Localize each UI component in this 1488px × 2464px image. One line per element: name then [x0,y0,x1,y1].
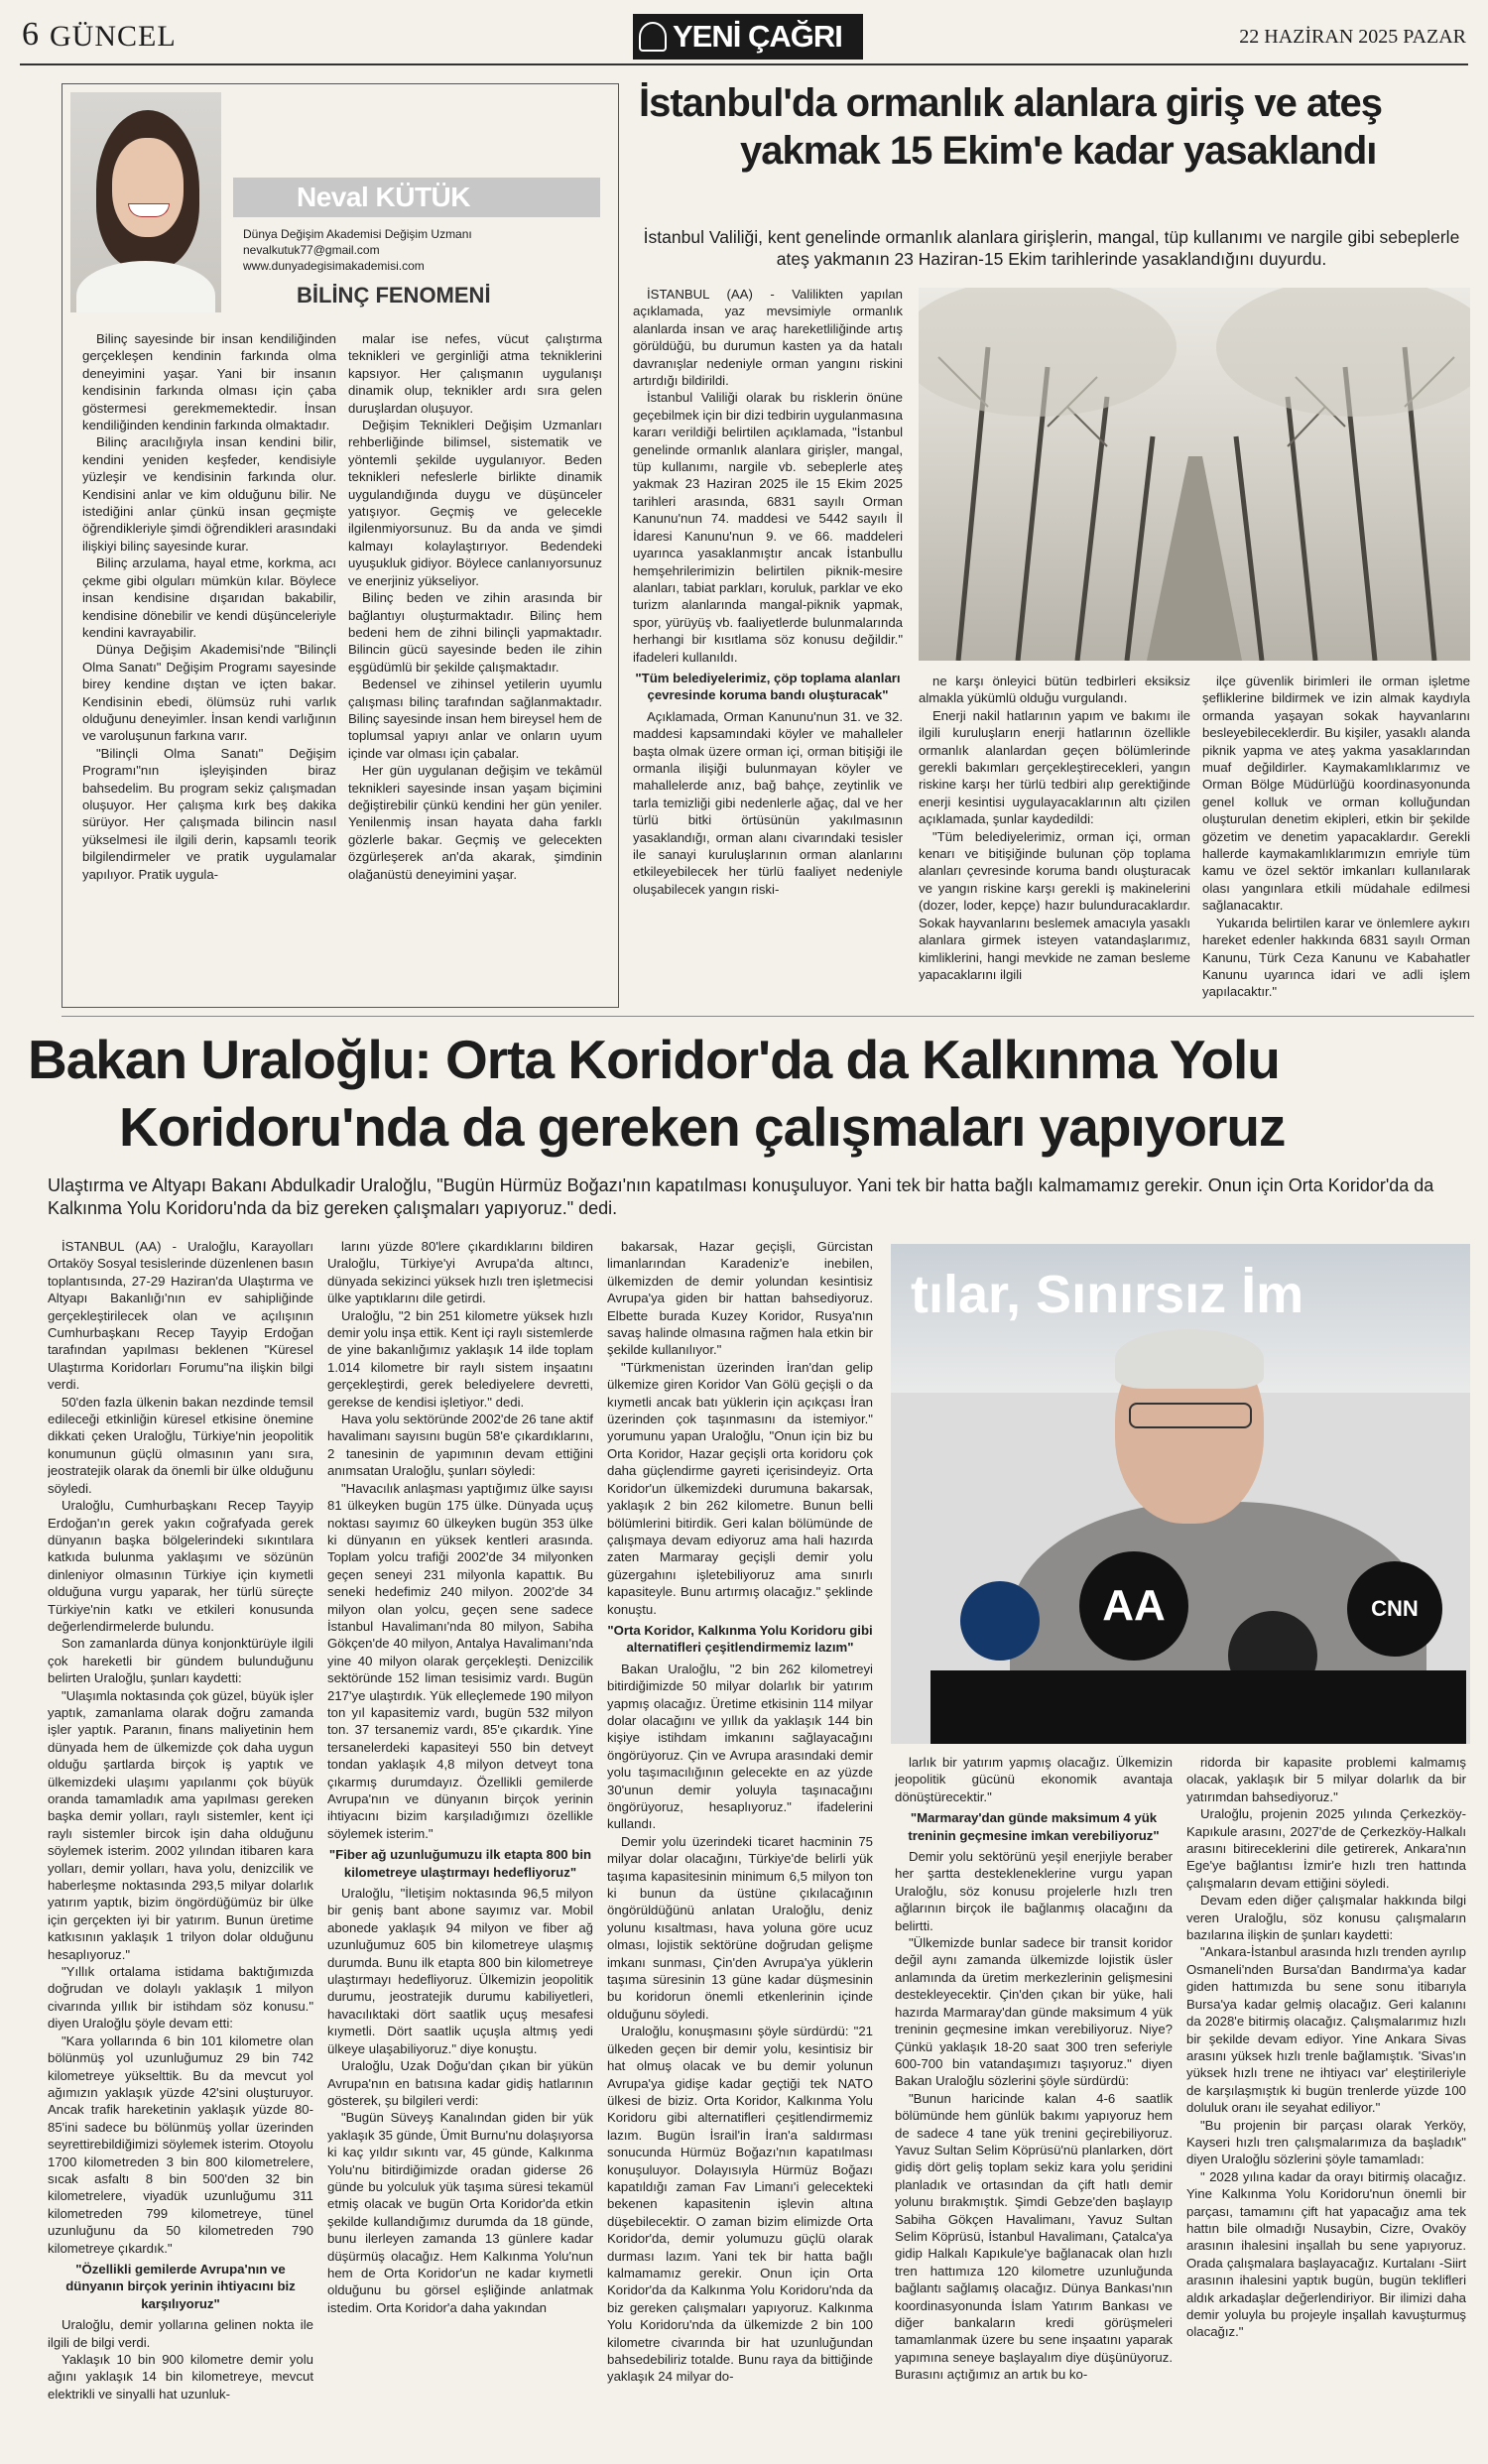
forest-col1 [633,286,903,1004]
paragraph: "Bunun haricinde kalan 4-6 saatlik bölümünde hem günlük bakımı yapıyoruz hem de sadece 4 tane yük trenini geçirebiliyoruz. Yavuz Sultan Selim Köprüsü'nü planlarken, dört gidiş dört geliş toplam sekiz kara yolu şeridini planladık ve ortasından da çift hatlı demir yolunu bırakmıştık. Şimdi Gebze'den başlayıp Sabiha Gökçen Havalimanı, Yavuz Sultan Selim Köprüsü, İstanbul Havalimanı, Çatalca'ya gidip Halkalı Kapıkule'ye bağlanacak olan hızlı tren hattımıza 120 kilometre uzunluğunda bağlantı sağlamış olacağız. Dünya Bankası'nın koordinasyonunda İslam Yatırım Bankası ve diğer bankaların kredi görüşmeleri tamamlanmak üzere bu sene inşaatını yaparak yapımına seneye başlayalım diye düşünüyoruz. Burasını açtığımız an artık bu ko- [895,2090,1173,2383]
column-text-col2 [348,330,602,997]
forest-headline-line1: İstanbul'da ormanlık alanlara giriş ve ateş [639,81,1383,125]
paragraph: " 2028 yılına kadar da orayı bitirmiş olacağız. Yine Kalkınma Yolu Koridoru'nun önemli bir parçası, tamamını çift hat yapacağız ama tek hattın bile olmadığı Nusaybin, Cizre, Ovaköy arasının ihalesini inşallah bu sene yapıyoruz. Orada çalışmalara başlayacağız. Kurtalanı -Siirt arasının ihalesini yaptık bugün, bugün teklifleri aldık arkadaşlar değerlendiriyor. Bir ilimizi daha demir yoluyla bu projeyle inşallah kavuşturmuş olacağız." [1186,2168,1466,2340]
paragraph: Demir yolu üzerindeki ticaret hacminin 75 milyar dolar olacağını, Türkiye'de belirli yük taşıma kapasitesinin minimum 6,5 milyon ton ki bunun da üstüne çıkılacağının öngörüldüğünü anlatan Uraloğlu, deniz yolunu kısaltması, hava yoluna göre ucuz olması, lojistik sektörüne doğrudan gelişme imkanı sunması, Çin'den Avrupa'ya yüklerin taşıma süresinin 13 güne kadar düşmesinin bu koridorun önemli etkenlerinin içinde olduğunu söyledi. [607,1833,873,2022]
paragraph: Bakan Uraloğlu, "2 bin 262 kilometreyi bitirdiğimizde 50 milyar dolarlık bir yatırım yapmış olacağız. Üretime etkisinin 114 milyar dolar olacağını ve yıllık da yaklaşık 144 bin kişiye istihdam imkanını sağlayacağını öngörüyoruz. Çin ve Avrupa arasındaki demir yolu taşımacılığının gelecekte en az yüzde 30'unun demir yoluyla taşınacağını öngörüyoruz, hesaplıyoruz." ifadelerini kullandı. [607,1661,873,1832]
paragraph: "Bu projenin bir parçası olarak Yerköy, Kayseri hızlı tren çalışmalarımıza da başladık" diyen Uraloğlu sözlerini şöyle tamamladı: [1186,2117,1466,2167]
mic-aa-icon: AA [1079,1551,1188,1661]
paragraph: malar ise nefes, vücut çalıştırma teknikleri ve gerginliği atma tekniklerini kapsıyor. Her çalışmanın uygulanışı dinamik olup, teknikler ardı sıra gelen duruşlardan oluşuyor. [348,331,602,416]
paragraph: İSTANBUL (AA) - Uraloğlu, Karayolları Ortaköy Sosyal tesislerinde düzenlenen basın toplantısında, 27-29 Haziran'da Ulaştırma ve Altyapı Bakanlığı'nın ev sahipliğinde gerçekleştirilecek olan ve açılışının Cumhurbaşkanı Recep Tayyip Erdoğan tarafından yapılması beklenen "Küresel Ulaştırma Koridorları Forumu"na ilişkin bilgi verdi. [48,1239,313,1393]
paragraph: "Ülkemizde bunlar sadece bir transit koridor değil aynı zamanda ülkemizde lojistik üsler anlamında da üretim merkezlerinin gelişmesini destekleyecektir. Çin'den çıkan bir yüke, hali hazırda Marmaray'dan günde maksimum 4 yük treninin geçmesine imkan verebiliyoruz. Niye? Çünkü yaklaşık 18-20 saat 300 tren seferiyle 600-700 bin vatandaşımızı taşıyoruz." diyen Bakan Uraloğlu sözlerini şöyle sürdürdü: [895,1935,1173,2089]
issue-date: 22 HAZİRAN 2025 PAZAR [1239,26,1466,48]
paragraph: bakarsak, Hazar geçişli, Gürcistan limanlarından Karadeniz'e inebilen, ülkemizden de demir yolundan kesintisiz Avrupa'ya giden bir hattan bahsediyoruz. Elbette burada Kuzey Koridor, Rusya'nın savaş halinde olmasına rağmen hala etkin bir şekilde kullanılıyor." [607,1239,873,1358]
subheading: "Tüm belediyelerimiz, çöp toplama alanları çevresinde koruma bandı oluşturacak" [635,670,901,703]
paragraph: "Bugün Süveyş Kanalından giden bir yük yaklaşık 35 günde, Ümit Burnu'nu dolaşıyorsa ki kaç yıldır sıkıntı var, 45 günde, Kalkınma Yolu'nu bitirdiğimizde oradan giderse 26 günde bu yolculuk yük taşıma süresi tekamül etmiş olacak ve bugün Orta Koridor'da etkin şekilde kullandığımız durumda da 18 günde, bunu ilerleyen zamanda 13 günlere kadar düşürmüş olacağız. Hem Kalkınma Yolu'nun hem de Orta Koridor'un ne kadar kıymetli olduğunu bu görsel eşliğinde anlatmak istedim. Orta Koridor'a daha yakından [327,2110,593,2315]
page-header [0,0,1488,69]
minister-col3 [607,1238,873,2458]
header-rule [20,63,1468,65]
forest-photo [919,288,1470,661]
paragraph: Uraloğlu, demir yollarına gelinen nokta ile ilgili de bilgi verdi. [48,2317,313,2350]
subheading: "Marmaray'dan günde maksimum 4 yük treninin geçmesine imkan verebiliyoruz" [908,1810,1160,1843]
logo-mark-icon [639,22,667,52]
forest-road-image [919,288,1470,661]
paragraph: Yukarıda belirtilen karar ve önlemlere aykırı hareket edenler hakkında 6831 sayılı Orman Kanunu, Türk Ceza Kanunu ve Kabahatler Kanunu uyarınca idari ve adli işlem yapılacaktır." [1202,915,1470,1000]
paragraph: Hava yolu sektöründe 2002'de 26 tane aktif havalimanı sayısını bugün 58'e çıkardıklarını, 2 tanesinin de yapımının devam ettiğini anımsatan Uraloğlu, şunları söyledi: [327,1412,593,1479]
paragraph: Bedensel ve zihinsel yetilerin uyumlu çalışması bilinç tarafından sağlanmaktadır. Bilinç sayesinde insan hem bireysel hem de toplumsal yapıyı anlar ve onların uyum içinde var olması için çabalar. [348,677,602,761]
paragraph: Enerji nakil hatlarının yapım ve bakımı ile ilgili kuruluşların enerji hatlarının özellikle ormanlık alanlardan geçen bölümlerinde gerekli bakımları gerçekleştirecekleri, yangın riskine karşı her türlü tedbiri alıp gerektiğinde enerji kesintisi uygulayacaklarının altı çizilen açıklamada, şunlar kaydedildi: [919,707,1190,827]
forest-col3 [1202,673,1470,1004]
paragraph: larlık bir yatırım yapmış olacağız. Ülkemizin jeopolitik gücünü ekonomik avantaja dönüştürecektir." [895,1755,1173,1804]
paragraph: Uraloğlu, konuşmasını şöyle sürdürdü: "21 ülkeden geçen bir demir yolu, kesintisiz bir hat olmuş olacak ve bu demir yolunun Avrupa'ya gidişe kadar geçtiği tek NATO ülkesi de biziz. Orta Koridor, Kalkınma Yolu Koridoru gibi alternatifleri çeşitlendirmemiz lazım. Bugün İsrail'in İran'a saldırması sonucunda Hürmüz Boğazı'nın kapatılması konuşuluyor. Dolayısıyla Hürmüz Boğazı kapatıldığı zaman Fav Limanı'i gelecekteki bekenen kapasitenin işlevin altına düşebilecektir. O zaman bizim elimizde Orta Koridor'da, demir yolumuzu güçlü olarak durması lazım. Yani tek bir hatta bağlı kalmamamız gerekir. Onun için Orta Koridor'da da Kalkınma Yolu Koridoru'nda da biz gereken çalışmaları yapıyoruz. Kalkınma Yolu Koridoru'nda da ülkemizde 2 bin 100 kilometre civarında bir hat uzunluğundan bahsedebiliriz totalde. Bunu raya da bittiğinde yaklaşık 24 milyar do- [607,2024,873,2385]
paragraph: Demir yolu sektörünü yeşil enerjiyle beraber her şartta destekleneklerine vurgu yapan Uraloğlu, söz konusu projelerle hızlı tren ağlarının birçok ile bağlanmış olacağını da belirtti. [895,1849,1173,1933]
paragraph: ilçe güvenlik birimleri ile orman işletme şefliklerine bildirmek ve izin almak kaydıyla ormanda yaşayan sokak hayvanlarını besleyebileceklerdir. Bu kişiler, yasaklı alanda piknik yapma ve ateş yakma yasaklarından muaf değildirler. Kaymakamlıklarımız ve Orman Bölge Müdürlüğü koordinasyonunda genel kolluk ve orman kolluğundan oluşturulan denetim ekipleri, etkin bir şekilde gözetim ve denetim yapacaklardır. Gerekli hallerde kaymakamlıklarımızın emriyle tüm kamu ve özel sektör imkanları kullanılarak olası yangınlara etkili müdahale edilmesi sağlanacaktır. [1202,674,1470,914]
paragraph: "Havacılık anlaşması yaptığımız ülke sayısı 81 ülkeyken bugün 175 ülke. Dünyada uçuş noktası sayımız 60 ülkeyken bugün 353 ülke ki dünyanın en yüksek kentleri arasında. Toplam yolcu trafiği 2002'de 34 milyonken geçen seneyi 231 milyonla kapattık. Bu seneki hedefimiz 240 milyon. 2002'de 34 milyon olan yolcu, geçen sene sadece İstanbul Havalimanı'nda 80 milyon, Sabiha Gökçen'de 40 milyon, Antalya Havalimanı'nda yine 40 milyon olarak gerçekleşti. Denizcilik sektöründe 152 liman tesisimiz vardı. Bugün 217'ye ulaştırdık. Yük elleçlemede 190 milyon ton yıl kapasitemiz vardı, bugün 532 milyon ton. 37 tersanemiz vardı, 85'e çıkardık. Yine tersanelerdeki kapasiteyi 550 bin detveyt tondan yaklaşık 4,8 milyon detveyt tona çıkarmış durumdayız. Özellikli gemilerde Avrupa'nın ve dünyanın birçok yerinin ihtiyacını bizim karşıladığımızı özellikle söylemek isterim." [327,1480,593,1841]
author-photo [70,92,221,312]
paragraph: Devam eden diğer çalışmalar hakkında bilgi veren Uraloğlu, söz konusu çalışmaların bazılarına ilişkin de şunları kaydetti: [1186,1893,1466,1943]
paragraph: Değişim Teknikleri Değişim Uzmanları rehberliğinde bilimsel, sistematik ve yöntemli şekilde uygulanıyor. Beden teknikleri nefeslerle birlikte dinamik uygulandığında duygu ve düşünceler yatışıyor. Geçmiş ve gelecekle ilgilenmiyorsunuz. Bu da anda ve şimdi kalmayı kolaylaştırıyor. Bedendeki uyuşukluk gidiyor. Böylece canlanıyorsunuz ve enerjiniz yükseliyor. [348,418,602,588]
forest-col2 [919,673,1190,1004]
paragraph: "Tüm belediyelerimiz, orman içi, orman kenarı ve bitişiğinde bulunan çöp toplama alanları çevresinde koruma bandı oluşturacak ve yangın riskine karşı gerekli iş makinelerini (dozer, loder, kepçe) hazır bulunduracaklardır. Sokak hayvanlarını beslemek amacıyla yasaklı alanlara girmek isteyen vatandaşlarımız, kimliklerini, hangi mevkide ne zaman besleme yapacaklarını ilgili [919,828,1190,982]
minister-headline-line2: Koridoru'nda da gereken çalışmaları yapıyoruz [119,1096,1286,1158]
paragraph: ridorda bir kapasite problemi kalmamış olacak, yaklaşık bir 5 milyar dolarlık da bir yatırımdan bahsediyoruz." [1186,1755,1466,1804]
minister-col1 [48,1238,313,2458]
author-face [112,138,184,237]
column-title: BİLİNÇ FENOMENİ [297,283,491,308]
minister-glasses [1129,1403,1252,1428]
paragraph: Bilinç aracılığıyla insan kendini bilir, kendini yeniden keşfeder, kendisiyle yüzleşir ve kendisinin farkında olur. Kendisini anlar ve kim olduğunu bilir. Ne istediğini anlar çünkü insan geçmişte öğrendikleriyle şimdi öğrendikleri arasındaki ilişkiyi bilinç sayesinde kurar. [82,434,336,554]
paragraph: Her gün uygulanan değişim ve tekâmül teknikleri sayesinde insan yaşam biçimini değiştirebilir çünkü kendini her gün yeniler. Yenilenmiş insan hayata daha farklı gözlerle bakar. Geçmiş ve gelecekten özgürleşerek an'da akarak, şimdinin olağanüstü deneyimini yaşar. [348,763,602,882]
paragraph: Dünya Değişim Akademisi'nde "Bilinçli Olma Sanatı" Değişim Programı sayesinde birey kendine dıştan ve içten bakar. Kendisinin ebedi, ölümsüz ruhi varlık olduğunu deneyimler. İnsan kendi varlığının ve varoluşunun farkına varır. [82,642,336,744]
author-org: Dünya Değişim Akademisi Değişim Uzmanı [243,227,472,241]
mic-stand [930,1670,1466,1744]
paragraph: larını yüzde 80'lere çıkardıklarını bildiren Uraloğlu, Türkiye'yi Avrupa'da altıncı, dünyada sekizinci yüksek hızlı tren işletmecisi ülke yaptıklarını dile getirdi. [327,1239,593,1306]
paragraph: "Yıllık ortalama istidama baktığımızda doğrudan ve dolaylı yaklaşık 1 milyon civarında yıllık bir istihdam söz konusu." diyen Uraloğlu şöyle devam etti: [48,1964,313,2032]
paragraph: Uraloğlu, Uzak Doğu'dan çıkan bir yükün Avrupa'nın en batısına kadar gidiş hatlarının gösterek, şu bilgileri verdi: [327,2058,593,2108]
author-shoulders [76,261,215,312]
paragraph: Açıklamada, Orman Kanunu'nun 31. ve 32. maddesi kapsamındaki köyler ve mahalleler başta olmak üzere orman içi, orman bitişiği ile ormanla ilişiği bulunmayan köyler ve mahallelerde anız, bağ bahçe, zeytinlik ve tarla temizliği gibi nedenlerle ağaç, dal ve her türlü bitki örtüsünün yakılmasının yasaklandığı, orman alanı civarındaki tesisler ile sanayi kuruluşlarının orman alanlarını etkileyebilecek her türlü faaliyet nedeniyle oluşabilecek yangın riski- [633,708,903,897]
minister-hair [1115,1329,1264,1389]
paragraph: "Bilinçli Olma Sanatı" Değişim Programı"nın işleyişinden biraz bahsedelim. Bu program sekiz çalışmadan oluşuyor. Her çalışma kırk beş dakika sürüyor. Her çalışmada bilincin nasıl yükselmesi ile ilgili derin, kapsamlı teorik bilgilendirmeler ve pratik uygulamalar yapılıyor. Pratik uygula- [82,745,336,882]
column-text-col1 [82,330,336,997]
opinion-column [62,83,619,1008]
section-title: GÜNCEL [50,20,177,53]
paragraph: Bilinç beden ve zihin arasında bir bağlantıyı oluşturmaktadır. Bilinç hem bedeni hem de zihni bilinçli yapmaktadır. Bilincin gücü sayesinde beden ile zihin eşgüdümlü bir şekilde çalışmaktadır. [348,590,602,675]
paragraph: İSTANBUL (AA) - Valilikten yapılan açıklamada, yaz mevsimiyle ormanlık alanlarda insan ve araç hareketliliğinde artış görüldüğü, bu durumun kasten ya da hatalı davranışlar nedeniyle orman yangını riskini artırdığı bildirildi. [633,287,903,389]
paragraph: Son zamanlarda dünya konjonktürüyle ilgili çok hareketli bir gündem bulunduğunu belirten Uraloğlu, şunları kaydetti: [48,1636,313,1686]
forest-article [631,79,1474,1012]
minister-lead: Ulaştırma ve Altyapı Bakanı Abdulkadir Uraloğlu, "Bugün Hürmüz Boğazı'nın kapatılması konuşuluyor. Yani tek bir hatta bağlı kalmamamız gerekir. Onun için Orta Koridor'da da Kalkınma Yolu Koridoru'nda da biz gereken çalışmaları yapıyoruz." dedi. [48,1175,1434,1218]
forest-lead: İstanbul Valiliği, kent genelinde ormanlık alanlara girişlerin, mangal, tüp kullanımı ve nargile gibi sebeplerle ateş yakmanın 23 Haziran-15 Ekim tarihlerinde yasaklandığını duyurdu. [643,227,1460,269]
subheading: "Fiber ağ uzunluğumuzu ilk etapta 800 bin kilometreye ulaştırmayı hedefliyoruz" [328,1847,592,1880]
paragraph: Bilinç sayesinde bir insan kendiliğinden gerçekleşen kendinin farkında olma deneyimini yaşar. Yani bir insanın kendisinin farkında olması için çaba göstermesi gerekmemektedir. İnsan kendiliğinden kendinin farkında olmaktadır. [82,331,336,433]
minister-col4 [895,1754,1173,2458]
page-number: 6 [22,16,39,53]
paragraph: "Türkmenistan üzerinden İran'dan gelip ülkemize giren Koridor Van Gölü geçişli o da kıymetli ancak batı yüklerin için açıkçası İran üzerinden çok taşınmasını da istemiyor." yorumunu yapan Uraloğlu, "Onun için biz bu Orta Koridor, Hazar geçişli orta koridoru çok daha güçlendirme gayreti içerisindeyiz. Orta Koridor'un ülkemizdeki durumuna bakarsak, yaklaşık 2 bin 262 kilometre. Bunun belli bölümlerini bitirdik. Geri kalan bölümünde de çalışmaya devam ediyoruz ama hali hazırda zaten Marmaray geçişli demir yolu güzergahını işletebiliyoruz ama sınırlı kapasiteyle. Bunu artırmış olacağız." şeklinde konuştu. [607,1359,873,1617]
forest-headline-line2: yakmak 15 Ekim'e kadar yasaklandı [740,129,1377,173]
mic-cnn-icon: CNN [1347,1561,1442,1657]
minister-col2 [327,1238,593,2458]
minister-col5 [1186,1754,1466,2458]
subheading: "Özellikli gemilerde Avrupa'nın ve dünyanın birçok yerinin ihtiyacını biz karşılıyoruz" [65,2261,296,2311]
minister-photo [891,1244,1470,1744]
author-email[interactable]: nevalkutuk77@gmail.com [243,243,380,257]
author-website[interactable]: www.dunyadegisimakademisi.com [243,259,425,273]
paragraph: Yaklaşık 10 bin 900 kilometre demir yolu ağını yaklaşık 14 bin kilometreye, mevcut elektrikli ve sinyalli hat uzunluk- [48,2352,313,2402]
paragraph: "Ulaşımla noktasında çok güzel, büyük işler yaptık, zamanlama olarak doğru zamanda işler yaptık. Paranın, finans maliyetinin hem dünyada hem de ülkemizde çok daha uygun olduğu şartlarda birçok iş yaptık ve ülkemizdeki ulaşımı yapılanmı çok büyük oranda tamamladık ama yapılması gereken başka demir yolları, raylı sistemler, kent içi raylı sistemler bircok işin daha olduğunu söylemek isterim. 2002 yılından itibaren kara yolları, demir yolları, hava yolu, denizcilik ve haberleşme noktasında 293,5 milyar dolarlık yatırım yaptık, bizim öngördüğümüz bir ülke için gerçekten iyi bir yatırım. Bunun üretime katkısının yaklaşık 1 trilyon dolar olduğunu hesaplıyoruz." [48,1687,313,1962]
masthead-logo [633,14,863,60]
paragraph: Bilinç arzulama, hayal etme, korkma, acı çekme gibi olguları mümkün kılar. Böylece insan kendisine dışarıdan bakabilir, kendisine dönebilir ve kendi düşünceleriyle kendini kavrayabilir. [82,555,336,640]
paragraph: 50'den fazla ülkenin bakan nezdinde temsil edileceği etkinliğin küresel etkisine önemine dikkati çeken Uraloğlu, Türkiye'nin jeopolitik konumunun güçlü olmasının yanı sıra, jeostratejik olarak da önemli bir ülke olduğunu söyledi. [48,1394,313,1496]
microphone-cluster [930,1541,1466,1744]
paragraph: ne karşı önleyici bütün tedbirleri eksiksiz almakla yükümlü olduğu vurgulandı. [919,674,1190,706]
paragraph: Uraloğlu, projenin 2025 yılında Çerkezköy-Kapıkule arasını, 2027'de de Çerkezköy-Halkalı arasını bitireceklerini dile getirerek, Ankara'nın Ege'ye bağlantısı İzmir'e hızlı tren hattında çalışmaların devam ettiğini söyledi. [1186,1806,1466,1891]
paragraph: İstanbul Valiliği olarak bu risklerin önüne geçebilmek için bir dizi tedbirin uygulanmasına kararı verildiği belirtilen açıklamada, "İstanbul genelinde ormanlık alanlara girişler, mangal, tüp kullanımı, nargile vb. sebeplerle ateş yakmak 23 Haziran 2025 ile 15 Ekim 2025 tarihleri arasında, 6831 sayılı Orman Kanunu'nun 74. maddesi ve 5442 sayılı İl İdaresi Kanunu'nun 9. ve 66. maddeleri uyarınca yasaklanmıştır ancak İstanbullu hemşehrilerimizin belirtilen piknik-mesire alanları, tabiat parkları, koruluk, parklar ve eko turizm alanlarında mangal-piknik yapmak, spor, yürüyüş vb. faaliyetlerde bulunmalarında herhangi bir kısıtlama söz konusu değildir." ifadeleri kullanıldı. [633,390,903,665]
paragraph: Uraloğlu, Cumhurbaşkanı Recep Tayyip Erdoğan'ın gerek yakın coğrafyada gerek dünyanın başka bölgelerindeki sıkıntılara katkıda bulunma yaklaşımı ve sözünün dinleniyor olmasının Türkiye için kıymetli olduğuna vurgu yaparak, her türlü süreçte Türkiye'nin katkı ve etkileri konusunda değerlendirmelerde bulundu. [48,1498,313,1634]
photo-backdrop-text: tılar, Sınırsız İm [911,1265,1304,1324]
subheading: "Orta Koridor, Kalkınma Yolu Koridoru gibi alternatifleri çeşitlendirmemiz lazım" [607,1622,873,1656]
paragraph: Uraloğlu, "İletişim noktasında 96,5 milyon bir geniş bant abone sayımız var. Mobil abonede yaklaşık 94 milyon ve fiber ağ uzunluğumuz 605 bin kilometreye ulaşmış durumda. Bunu ilk etapta 800 bin kilometreye ulaştırmayı hedefliyoruz. Ülkemizin jeopolitik durumu, jeostratejik durumu kabiliyetleri, havacılıktaki dört saatlik uçuş mesafesi kıymetli. Dört saatlik uçuşla altmış yedi ülkeye ulaşabiliyoruz." diye konuştu. [327,1886,593,2056]
logo-text: YENİ ÇAĞRI [673,19,842,54]
mic-blue-icon [960,1581,1040,1661]
paragraph: "Kara yollarında 6 bin 101 kilometre olan bölünmüş yol uzunluğumuz 29 bin 742 kilometreye yükselttik. Bu da mevcut yol ağımızın yaklaşık yüzde 42'sini oluşturuyor. Ancak trafik hareketinin yaklaşık yüzde 80-85'ini sadece bu bölünmüş yollar üzerinden seyrettirebildiğimizi söylemek isterim. Otoyolu 1700 kilometreden 3 bin 800 kilometrelere, sıcak asfaltı 8 bin 500'den 32 bin kilometrelere, viyadük uzunluğumu 311 kilometreden 799 kilometreye, tünel uzunluğunu da 50 kilometreden 790 kilometreye çıkardık." [48,2033,313,2256]
section-divider [62,1016,1474,1017]
author-name-bar [233,178,600,217]
minister-headline-line1: Bakan Uraloğlu: Orta Koridor'da da Kalkınma Yolu [28,1029,1280,1090]
paragraph: "Ankara-İstanbul arasında hızlı trenden ayrılıp Osmaneli'nden Bursa'dan Bandırma'ya kadar giden hattımızda bu sene sonu itibarıyla Bursa'ya kadar gelmiş olacağız. Geri kalanını da 2028'e bitirmiş olacağız. Çalışmalarımız hızlı bir şekilde devam ediyor. Yine Ankara Sivas arasını yüksek hızlı trenle bağlamıştık. 'Sivas'ın yüksek hızlı trene ne ihtiyacı var' eleştirileriyle de karşılaşmıştık ki bugün trenlerde yüzde 100 doluluk oranı ile seyahat ediliyor." [1186,1944,1466,2116]
paragraph: Uraloğlu, "2 bin 251 kilometre yüksek hızlı demir yolu inşa ettik. Kent içi raylı sistemlerde de yine bakanlığımız yaklaşık 14 ilde toplam 1.014 kilometre bir raylı sistem inşaatını gerçekleştirdi, gerek belediyelere devretti, gerekse de kendisi işletiyor." dedi. [327,1307,593,1410]
author-name: Neval KÜTÜK [297,182,470,212]
